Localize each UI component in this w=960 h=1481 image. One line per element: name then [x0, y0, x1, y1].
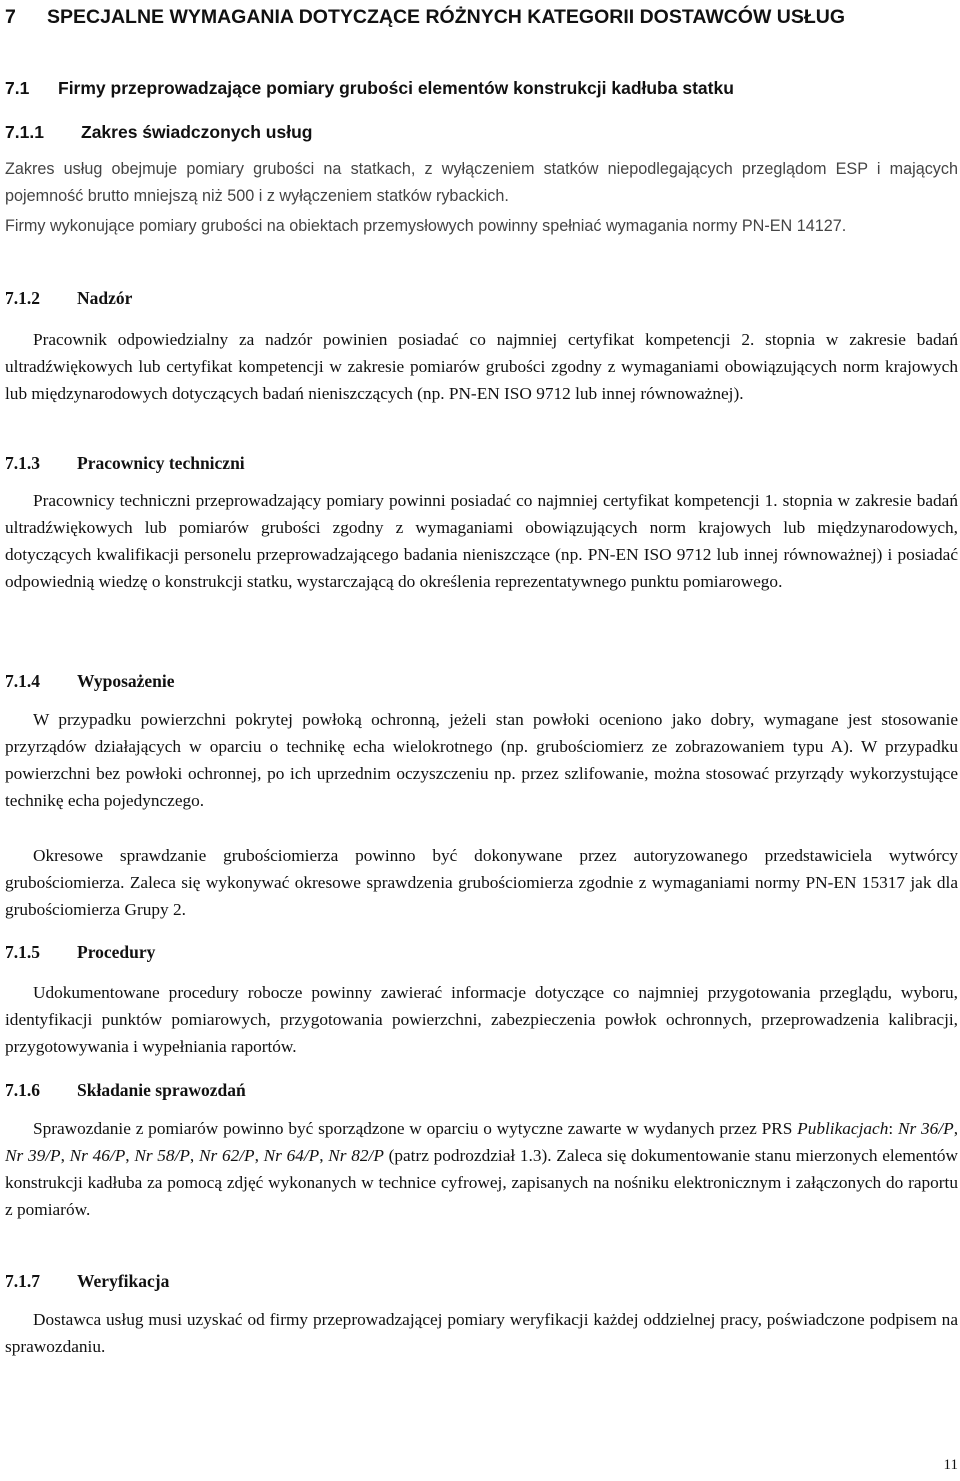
paragraph-zakres-2: Firmy wykonujące pomiary grubości na obiektach przemysłowych powinny spełniać wymagania normy PN-EN 14127. [5, 217, 847, 235]
paragraph-procedury [5, 979, 958, 1060]
item-number: 7.1.3 [5, 453, 40, 473]
item-title: Procedury [77, 942, 156, 962]
paragraph-text: Pracownik odpowiedzialny za nadzór powinien posiadać co najmniej certyfikat kompetencji 2. stopnia w zakresie badań ultradźwiękowych lub certyfikat kompetencji w zakresie pomiarów grubości zgodny z wymaganiami obowiązujących norm krajowych lub międzynarodowych dotyczących badań nieniszczących (np. PN-EN ISO 9712 lub innej równoważnej). [5, 330, 958, 403]
paragraph-zakres-1: Zakres usług obejmuje pomiary grubości na statkach, z wyłączeniem statków niepodlegających przeglądom ESP i mających pojemność brutto mniejszą niż 500 i z wyłączeniem statków rybackich. [5, 160, 958, 205]
publication-reference: Nr 39/P [5, 1146, 61, 1165]
publication-reference: Nr 46/P [69, 1146, 126, 1165]
text-run: , [125, 1146, 135, 1165]
item-title: Składanie sprawozdań [77, 1080, 246, 1100]
paragraph-pracownicy [5, 487, 958, 595]
paragraph-wyposazenie-1 [5, 706, 958, 814]
section-title: SPECJALNE WYMAGANIA DOTYCZĄCE RÓŻNYCH KATEGORII DOSTAWCÓW USŁUG [47, 6, 846, 28]
item-title: Weryfikacja [77, 1271, 170, 1291]
paragraph-sprawozdania [5, 1115, 958, 1223]
publication-reference: Nr 62/P [198, 1146, 255, 1165]
subsection-number: 7.1 [5, 78, 30, 98]
item-number: 7.1.6 [5, 1080, 40, 1100]
paragraph-text: Udokumentowane procedury robocze powinny zawierać informacje dotyczące co najmniej przygotowania przeglądu, wyboru, identyfikacji punktów pomiarowych, przygotowania powierzchni, zabezpieczenia powłok ochronnych, przeprowadzenia kalibracji, przygotowywania i wypełniania raportów. [5, 983, 958, 1056]
paragraph-nadzor [5, 326, 958, 407]
item-number: 7.1.2 [5, 288, 40, 308]
paragraph-text: Dostawca usług musi uzyskać od firmy przeprowadzającej pomiary weryfikacji każdej oddzielnej pracy, poświadczone podpisem na sprawozdaniu. [5, 1310, 958, 1356]
page-number: 11 [943, 1457, 958, 1473]
text-run: Sprawozdanie z pomiarów powinno być sporządzone w oparciu o wytyczne zawarte w wydanych przez PRS [33, 1119, 798, 1138]
text-run: , [953, 1119, 959, 1138]
publication-reference: Nr 36/P [897, 1119, 954, 1138]
text-run: , [189, 1146, 199, 1165]
publication-reference: Publikacjach [797, 1119, 889, 1138]
publication-reference: Nr 82/P [328, 1146, 384, 1165]
text-run: (patrz podrozdział 1.3). Zaleca się dokumentowanie stanu mierzonych elementów konstrukcji kadłuba za pomocą zdjęć wykonanych w technice cyfrowej, zapisanych na nośniku elektronicznym i załączonych do raportu z pomiarów. [5, 1146, 959, 1219]
item-title: Wyposażenie [77, 671, 175, 691]
text-run: , [60, 1146, 70, 1165]
item-title: Zakres świadczonych usług [81, 122, 313, 142]
paragraph-text: Pracownicy techniczni przeprowadzający pomiary powinni posiadać co najmniej certyfikat kompetencji 1. stopnia w zakresie badań ultradźwiękowych lub pomiarów grubości zgodny z wymaganiami obowiązujących norm krajowych lub międzynarodowych, dotyczących kwalifikacji personelu przeprowadzającego badania nieniszczące (np. PN-EN ISO 9712 lub innej równoważnej) i posiadać odpowiednią wiedzę o konstrukcji statku, wystarczającą do określenia reprezentatywnego punktu pomiarowego. [5, 491, 958, 591]
publication-reference: Nr 58/P [134, 1146, 190, 1165]
subsection-title: Firmy przeprowadzające pomiary grubości elementów konstrukcji kadłuba statku [58, 78, 734, 98]
text-run: : [888, 1119, 898, 1138]
item-title: Nadzór [77, 288, 133, 308]
item-number: 7.1.7 [5, 1271, 40, 1291]
paragraph-wyposazenie-2 [5, 842, 958, 923]
item-number: 7.1.4 [5, 671, 40, 691]
publication-reference: Nr 64/P [263, 1146, 320, 1165]
section-number: 7 [5, 6, 16, 28]
document-page [5, 0, 958, 1481]
item-number: 7.1.1 [5, 122, 44, 142]
text-run: , [319, 1146, 329, 1165]
item-title: Pracownicy techniczni [77, 453, 245, 473]
paragraph-text: W przypadku powierzchni pokrytej powłoką ochronną, jeżeli stan powłoki oceniono jako dobry, wymagane jest stosowanie przyrządów działających w oparciu o technikę echa wielokrotnego (np. grubościomierz ze zobrazowaniem typu A). W przypadku powierzchni bez powłoki ochronnej, po ich uprzednim oczyszczeniu np. przez szlifowanie, można stosować przyrządy wykorzystujące technikę echa pojedynczego. [5, 710, 958, 810]
paragraph-text: Okresowe sprawdzanie grubościomierza powinno być dokonywane przez autoryzowanego przedstawiciela wytwórcy grubościomierza. Zaleca się wykonywać okresowe sprawdzenia grubościomierza zgodnie z wymaganiami normy PN-EN 15317 jak dla grubościomierza Grupy 2. [5, 846, 958, 919]
paragraph-weryfikacja [5, 1306, 958, 1360]
text-run: , [254, 1146, 264, 1165]
item-number: 7.1.5 [5, 942, 40, 962]
